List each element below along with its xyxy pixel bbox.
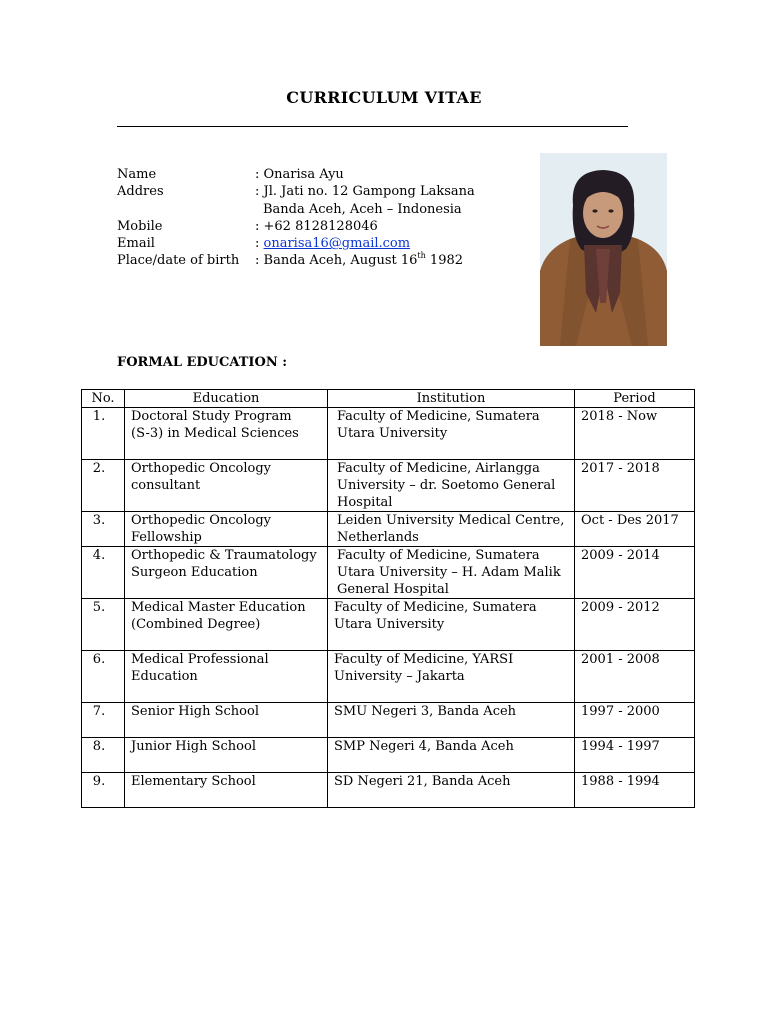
education-line: (S-3) in Medical Sciences: [131, 426, 299, 441]
birth-value: [255, 252, 463, 269]
institution-line: Utara University – H. Adam Malik: [337, 565, 561, 580]
education-cell: [125, 408, 328, 460]
institution-line: Utara University: [337, 426, 448, 441]
education-cell: [125, 738, 328, 773]
education-line: Senior High School: [131, 704, 259, 719]
table-row: [82, 460, 695, 512]
address-label: Addres: [117, 184, 164, 200]
institution-line: Faculty of Medicine, YARSI: [334, 652, 514, 667]
institution-line: Faculty of Medicine, Airlangga: [337, 461, 540, 476]
education-cell: [125, 773, 328, 808]
institution-line: Leiden University Medical Centre,: [337, 513, 565, 528]
table-row: [82, 773, 695, 808]
birth-value-post: 1982: [425, 253, 464, 269]
education-line: consultant: [131, 478, 201, 493]
row-number: 3.: [82, 512, 125, 547]
person-portrait-icon: [540, 153, 667, 346]
education-line: Surgeon Education: [131, 565, 258, 580]
period-cell: 2018 - Now: [575, 408, 695, 460]
section-heading-formal-education: FORMAL EDUCATION :: [117, 355, 288, 370]
table-row: [82, 651, 695, 703]
institution-cell: [328, 738, 575, 773]
education-line: Fellowship: [131, 530, 202, 545]
institution-line: SMU Negeri 3, Banda Aceh: [334, 704, 517, 719]
birth-label: Place/date of birth: [117, 253, 240, 269]
institution-line: General Hospital: [337, 582, 449, 597]
institution-cell: [328, 703, 575, 738]
education-cell: [125, 512, 328, 547]
institution-cell: [328, 512, 575, 547]
education-line: Medical Master Education: [131, 600, 306, 615]
email-link[interactable]: onarisa16@gmail.com: [263, 236, 411, 252]
period-cell: 1994 - 1997: [575, 738, 695, 773]
period-cell: 1988 - 1994: [575, 773, 695, 808]
column-header-education: Education: [125, 390, 328, 408]
email-prefix: :: [255, 236, 264, 252]
education-line: Orthopedic & Traumatology: [131, 548, 317, 563]
institution-line: Hospital: [337, 495, 393, 510]
mobile-label: Mobile: [117, 218, 163, 234]
row-number: 9.: [82, 773, 125, 808]
column-header-no: No.: [82, 390, 125, 408]
institution-line: SD Negeri 21, Banda Aceh: [334, 774, 511, 789]
education-line: Doctoral Study Program: [131, 409, 292, 424]
row-number: 8.: [82, 738, 125, 773]
education-line: Orthopedic Oncology: [131, 461, 271, 476]
institution-line: University – dr. Soetomo General: [337, 478, 556, 493]
address-line2: Banda Aceh, Aceh – Indonesia: [263, 201, 462, 217]
table-row: [82, 547, 695, 599]
period-cell: 2009 - 2014: [575, 547, 695, 599]
table-header-row: [82, 390, 695, 408]
education-line: Orthopedic Oncology: [131, 513, 271, 528]
education-line: Education: [131, 669, 198, 684]
period-cell: 2009 - 2012: [575, 599, 695, 651]
name-value: : Onarisa Ayu: [255, 167, 344, 182]
birth-sup: th: [417, 251, 426, 261]
education-table: [81, 389, 695, 808]
education-cell: [125, 547, 328, 599]
row-number: 1.: [82, 408, 125, 460]
institution-cell: [328, 651, 575, 703]
institution-line: Netherlands: [337, 530, 419, 545]
row-number: 6.: [82, 651, 125, 703]
education-cell: [125, 599, 328, 651]
institution-cell: [328, 460, 575, 512]
row-number: 5.: [82, 599, 125, 651]
page-title: CURRICULUM VITAE: [286, 88, 482, 107]
institution-line: SMP Negeri 4, Banda Aceh: [334, 739, 514, 754]
education-cell: [125, 703, 328, 738]
period-cell: 1997 - 2000: [575, 703, 695, 738]
row-number: 2.: [82, 460, 125, 512]
education-line: (Combined Degree): [131, 617, 261, 632]
row-number: 7.: [82, 703, 125, 738]
period-cell: 2017 - 2018: [575, 460, 695, 512]
education-line: Medical Professional: [131, 652, 269, 667]
institution-line: Faculty of Medicine, Sumatera: [334, 600, 537, 615]
column-header-institution: Institution: [328, 390, 575, 408]
birth-value-pre: : Banda Aceh, August 16: [255, 253, 418, 269]
title-underline: [117, 126, 628, 127]
table-row: [82, 738, 695, 773]
education-cell: [125, 651, 328, 703]
institution-line: University – Jakarta: [334, 669, 465, 684]
table-row: [82, 703, 695, 738]
row-number: 4.: [82, 547, 125, 599]
period-cell: 2001 - 2008: [575, 651, 695, 703]
institution-line: Faculty of Medicine, Sumatera: [337, 548, 540, 563]
institution-cell: [328, 773, 575, 808]
address-line1: : Jl. Jati no. 12 Gampong Laksana: [255, 184, 475, 200]
institution-cell: [328, 408, 575, 460]
education-line: Elementary School: [131, 774, 256, 789]
institution-line: Faculty of Medicine, Sumatera: [337, 409, 540, 424]
mobile-value: : +62 8128128046: [255, 218, 378, 234]
education-cell: [125, 460, 328, 512]
table-row: [82, 599, 695, 651]
education-line: Junior High School: [131, 739, 256, 754]
table-row: [82, 512, 695, 547]
profile-photo: [540, 153, 667, 346]
email-value-wrap: [255, 235, 410, 252]
period-cell: Oct - Des 2017: [575, 512, 695, 547]
email-label: Email: [117, 236, 155, 252]
institution-cell: [328, 599, 575, 651]
table-row: [82, 408, 695, 460]
name-label: Name: [117, 167, 157, 182]
institution-cell: [328, 547, 575, 599]
column-header-period: Period: [575, 390, 695, 408]
institution-line: Utara University: [334, 617, 445, 632]
